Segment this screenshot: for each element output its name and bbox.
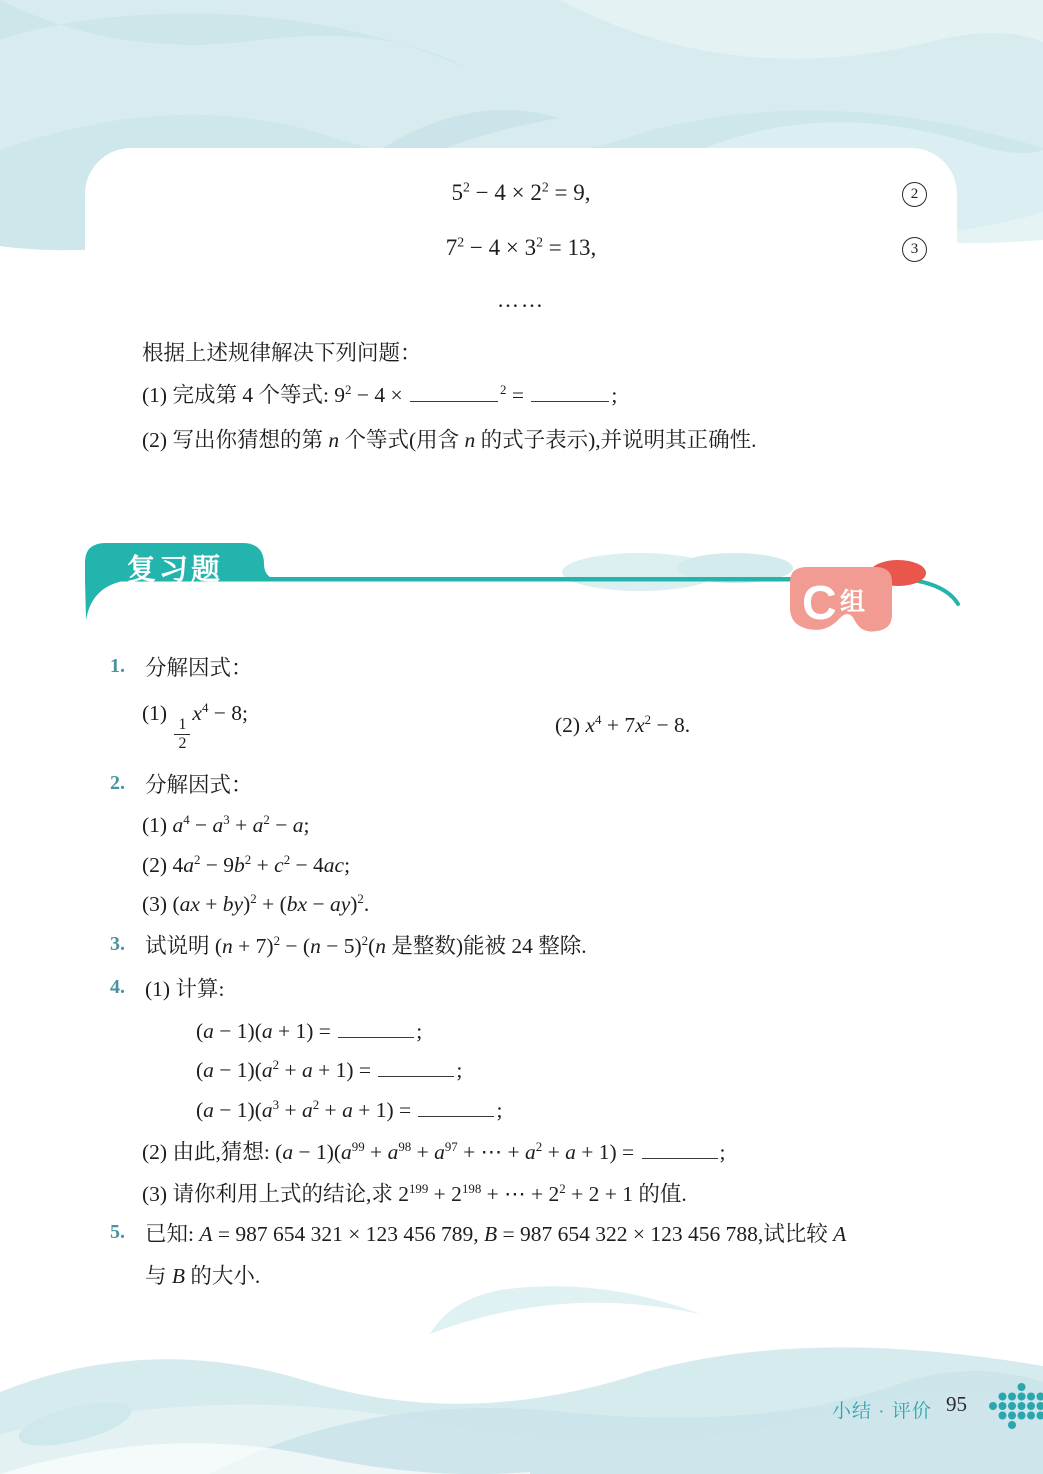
problem-title: 分解因式： [145, 773, 253, 797]
problem-line: (2) 由此,猜想: $(a - 1)(a^{99} + a^{98} + a^{97}$ + ⋯ + $a^2 + a + 1$) = ; [142, 1139, 726, 1164]
problem-line: (a − 1)(a + 1) = ; [196, 1019, 423, 1043]
problem-line: (3) 请你利用上式的结论,求 $2^{199} + 2^{198}$ + ⋯ + $2^2 + 2 + 1$ 的值. [142, 1181, 687, 1206]
fraction: $\frac{1}{2}$ [174, 716, 190, 753]
intro-text: 根据上述规律解决下列问题： [142, 341, 422, 365]
problem-line: $(a - 1)(a^2 + a + 1)$ = ; [196, 1057, 463, 1082]
problem-line: (2) $x^4 + 7x^2 - 8$. [555, 712, 691, 737]
question-2: (2) 写出你猜想的第 n 个等式(用含 n 的式子表示),并说明其正确性. [142, 428, 757, 452]
problem-line: (2) $4a^2 - 9b^2 + c^2 - 4ac$; [142, 852, 351, 877]
equation-label: 2 [902, 182, 927, 207]
equation-formula: $5^2 - 4 \times 2^2 = 9$, [451, 179, 591, 205]
fill-in-blank [338, 1034, 414, 1038]
problem-line: $(a - 1)(a^3 + a^2 + a + 1)$ = ; [196, 1097, 503, 1122]
review-tab-title: 复习题 [126, 554, 223, 586]
problem-line: (3) (ax + by)$^2$ + (bx − ay)$^2$. [142, 891, 370, 916]
problem-line: 与 B 的大小. [145, 1264, 261, 1288]
fill-in-blank [410, 398, 498, 402]
equation-line [85, 235, 957, 261]
question-1: (1) 完成第 4 个等式: $9^2 - 4 \times ^2$ = ; [142, 382, 618, 407]
problem-number: 1. [110, 655, 125, 677]
problem-line: (1) $\frac{1}{2}$ $x^4 - 8$; [142, 700, 249, 752]
equation-label: 3 [902, 237, 927, 262]
problem-line: 试说明 $(n + 7)^2 - (n - 5)^2(n$ 是整数)能被 24 整除. [145, 933, 587, 958]
dots-logo-icon [988, 1382, 1043, 1432]
bottom-decoration [0, 1274, 1043, 1474]
problem-title: (1) 计算: [145, 977, 225, 1001]
footer-section-label: 小结 · 评价 [832, 1401, 932, 1422]
problem-number: 2. [110, 772, 125, 794]
equation-formula: $7^2 - 4 \times 3^2 = 13$, [445, 234, 597, 260]
fill-in-blank [418, 1113, 494, 1117]
badge-suffix: 组 [840, 588, 866, 616]
fill-in-blank [531, 398, 609, 402]
ellipsis: …… [497, 287, 545, 312]
problem-number: 3. [110, 933, 125, 955]
fill-in-blank [378, 1073, 454, 1077]
fill-in-blank [642, 1155, 718, 1159]
problem-title: 分解因式： [145, 656, 253, 680]
page-number: 95 [946, 1392, 967, 1416]
problem-number: 5. [110, 1221, 125, 1243]
problem-number: 4. [110, 976, 125, 998]
problem-line: 已知: A = 987 654 321 × 123 456 789, B = 987 654 322 × 123 456 788,试比较 A [145, 1222, 847, 1246]
problem-line: (1) $a^4 - a^3 + a^2 - a$; [142, 812, 310, 837]
equation-line [85, 180, 957, 206]
badge-letter: C [802, 577, 837, 630]
